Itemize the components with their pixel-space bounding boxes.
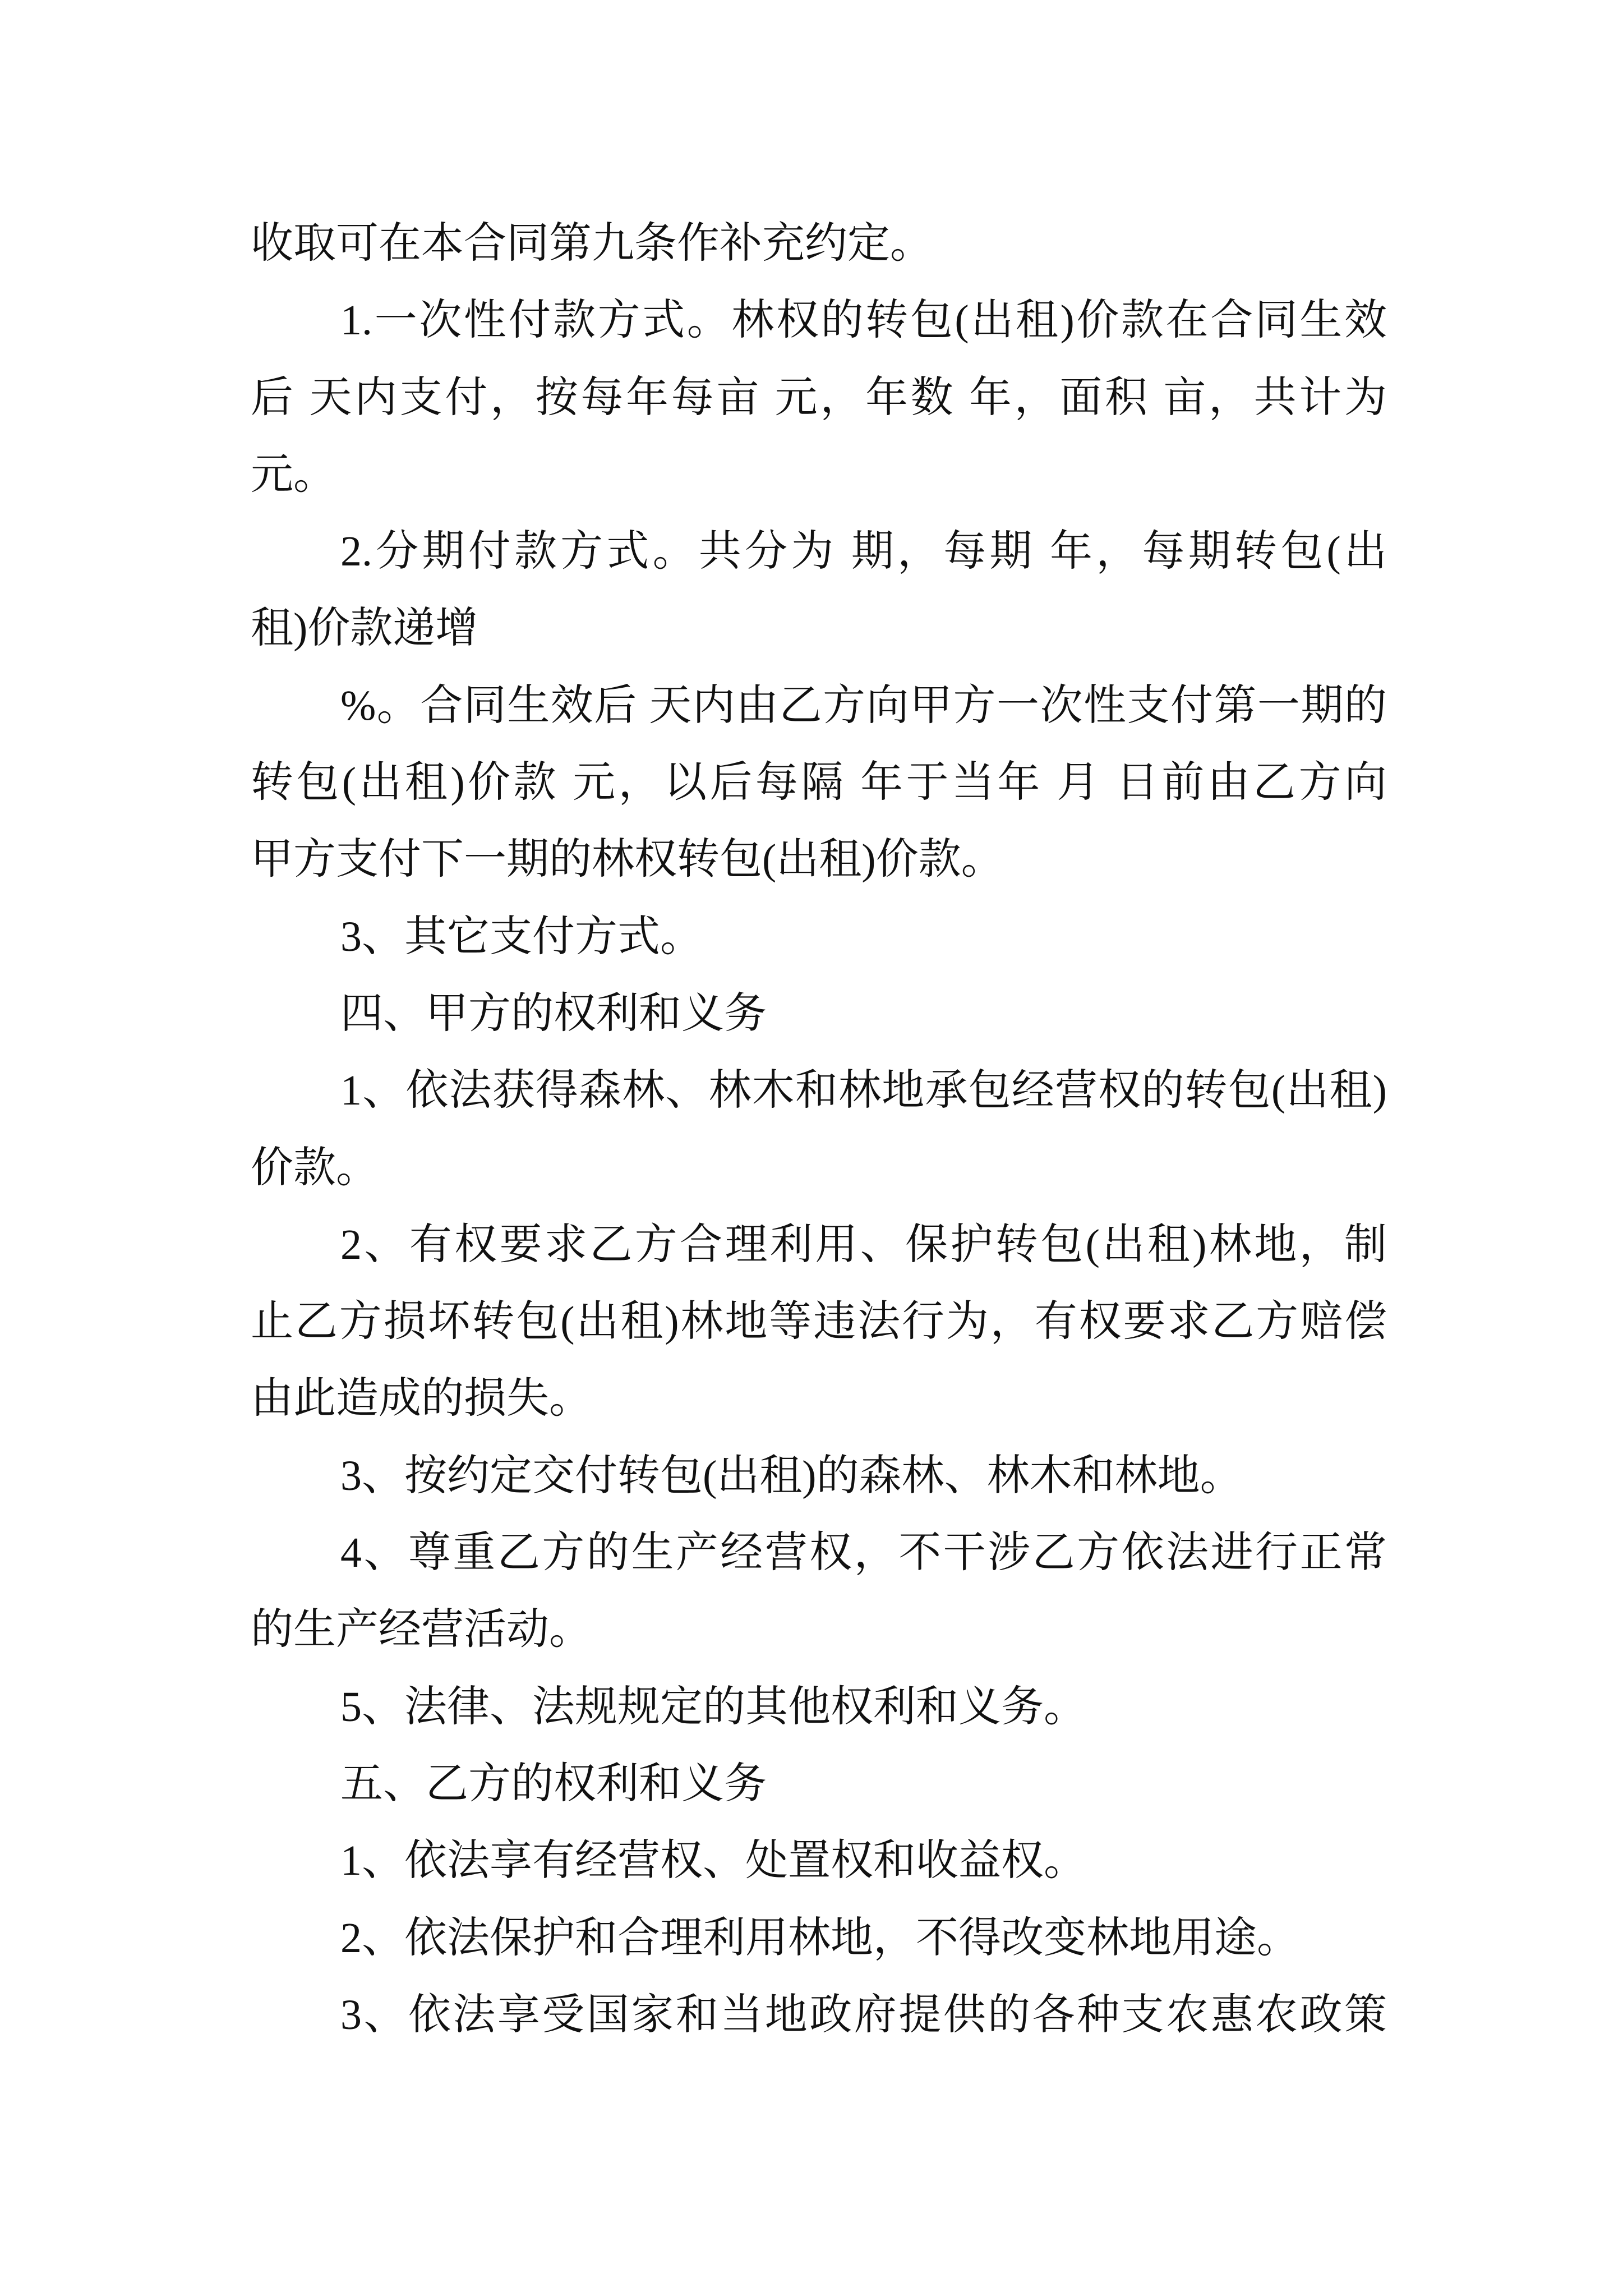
text-line: 1、依法享有经营权、处置权和收益权。	[340, 1837, 1086, 1885]
text-line: 2、有权要求乙方合理利用、保护转包(出租)林地，制	[340, 1221, 1387, 1268]
text-line: 1、依法获得森林、林木和林地承包经营权的转包(出租)	[340, 1067, 1387, 1115]
clause-installment-payment	[251, 513, 1387, 668]
text-line: 的生产经营活动。	[251, 1606, 592, 1654]
text-line: 3、其它支付方式。	[340, 913, 703, 960]
party-a-item-4	[251, 1515, 1387, 1669]
document-body	[251, 205, 1387, 2054]
text-line: 价款。	[251, 1144, 379, 1191]
text-line: 由此造成的损失。	[251, 1375, 592, 1423]
text-line: 元。	[251, 450, 336, 498]
clause-lump-sum-payment	[251, 282, 1387, 513]
party-b-item-2	[251, 1900, 1387, 1977]
party-a-item-5	[251, 1669, 1387, 1746]
party-b-item-1	[251, 1823, 1387, 1899]
text-line: 1.一次性付款方式。林权的转包(出租)价款在合同生效	[340, 297, 1387, 344]
section-heading-party-a	[251, 976, 1387, 1052]
text-line: 5、法律、法规规定的其他权利和义务。	[340, 1683, 1086, 1731]
text-line: 后 天内支付，按每年每亩 元，年数 年，面积 亩，共计为	[251, 374, 1387, 421]
text-line: 止乙方损坏转包(出租)林地等违法行为，有权要求乙方赔偿	[251, 1298, 1387, 1346]
text-line: 租)价款递增	[251, 605, 478, 652]
section-heading: 五、乙方的权利和义务	[340, 1760, 767, 1807]
text-line: 4、尊重乙方的生产经营权，不干涉乙方依法进行正常	[340, 1529, 1387, 1577]
paragraph-supplementary-note	[251, 205, 1387, 282]
party-b-item-3	[251, 1977, 1387, 2054]
text-line: 收取可在本合同第九条作补充约定。	[251, 220, 933, 267]
text-line: 甲方支付下一期的林权转包(出租)价款。	[251, 836, 1004, 884]
text-line: 转包(出租)价款 元，以后每隔 年于当年 月 日前由乙方向	[251, 759, 1387, 807]
party-a-item-3	[251, 1438, 1387, 1515]
text-line: 3、依法享受国家和当地政府提供的各种支农惠农政策	[340, 1991, 1387, 2039]
party-a-item-2	[251, 1207, 1387, 1438]
text-line: %。合同生效后 天内由乙方向甲方一次性支付第一期的	[340, 682, 1387, 729]
text-line: 2、依法保护和合理利用林地，不得改变林地用途。	[340, 1914, 1299, 1962]
section-heading-party-b	[251, 1746, 1387, 1823]
clause-installment-terms	[251, 668, 1387, 899]
clause-other-payment	[251, 899, 1387, 976]
text-line: 2.分期付款方式。共分为 期，每期 年，每期转包(出	[340, 528, 1387, 576]
text-line: 3、按约定交付转包(出租)的森林、林木和林地。	[340, 1452, 1243, 1499]
party-a-item-1	[251, 1052, 1387, 1207]
section-heading: 四、甲方的权利和义务	[340, 990, 767, 1037]
